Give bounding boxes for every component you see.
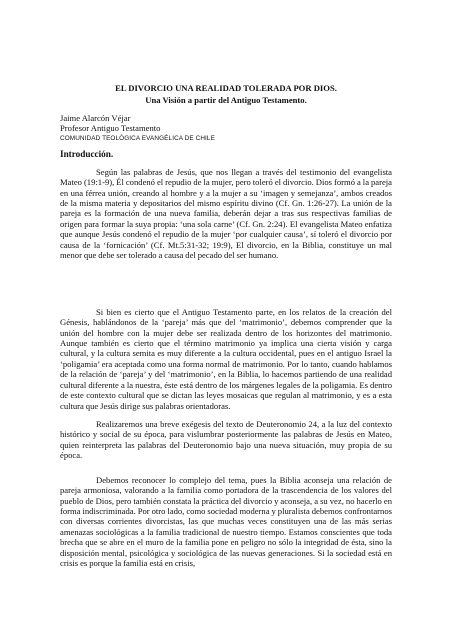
author-organization: COMUNIDAD TEOLÓGICA EVANGÉLICA DE CHILE: [60, 134, 215, 142]
title-line-2: Una Visión a partir del Antiguo Testamento.: [145, 95, 307, 105]
title-line-1: EL DIVORCIO UNA REALIDAD TOLERADA POR DIOS.: [115, 83, 337, 93]
section-heading: Introducción.: [60, 149, 114, 159]
paragraph-3: Realizaremos una breve exégesis del texto de Deuteronomio 24, a la luz del contexto histórico y social de su época, para vislumbrar posteriormente las palabras de Jesús en Mateo, quien reinterpreta las palabras del Deuteronomio bajo una nueva situación, muy propia de su época.: [60, 418, 392, 460]
author-name: Jaime Alarcón Véjar: [60, 113, 131, 123]
paragraph-2: Si bien es cierto que el Antiguo Testamento parte, en los relatos de la creación del Génesis, hablándonos de la ‘pareja’ más que del ‘matrimonio’, debemos comprender que la unión del hombre con la mujer debe ser realizada dentro de los horizontes del matrimonio. Aunque también es cierto que el término matrimonio ya implica una cierta visión y carga cultural, y la cultura semita es muy diferente a la cultura occidental, pues en el antiguo Israel la ‘poligamia’ era aceptada como una forma normal de matrimonio. Por lo tanto, cuando hablamos de la relación de ‘pareja’ y del ‘matrimonio’, en la Biblia, lo hacemos partiendo de una realidad cultural diferente a la nuestra, éste está dentro de los márgenes legales de la poligamia. Es dentro de este contexto cultural que se dictan las leyes mosaicas que regulan al matrimonio, y es a esta cultura que Jesús dirige sus palabras orientadoras.: [60, 306, 392, 411]
author-block: [60, 113, 392, 143]
paragraph-4: Debemos reconocer lo complejo del tema, pues la Biblia aconseja una relación de pareja armoniosa, valorando a la familia como portadora de la trascendencia de los valores del pueblo de Dios, pero también constata la práctica del divorcio y aconseja, a su vez, no hacerlo en forma indiscriminada. Por otro lado, como sociedad moderna y pluralista debemos confrontarnos con diversas corrientes divorcistas, las que muchas veces constituyen una de las más serias amenazas sociológicas a la familia tradicional de nuestro tiempo. Estamos conscientes que toda brecha que se abre en el muro de la familia pone en peligro no sólo la integridad de ésta, sino la disposición mental, psicológica y sociológica de las nuevas generaciones. Si la sociedad está en crisis es porque la familia está en crisis,: [60, 474, 392, 569]
author-role: Profesor Antiguo Testamento: [60, 123, 161, 134]
paragraph-1: Según las palabras de Jesús, que nos llegan a través del testimonio del evangelista Mateo (19:1-9), Él condenó el repudio de la mujer, pero toleró el divorcio. Dios formó a la pareja en una férrea unión, creando al hombre y a la mujer a su ‘imagen y semejanza’, ambos creados de la misma materia y depositarios del mismo espíritu divino (Cf. Gn. 1:26-27). La unión de la pareja es la formación de una nueva familia, deberán dejar a tras sus respectivas familias de origen para formar la suya propia: ‘una sola carne’ (Cf. Gn. 2:24). El evangelista Mateo enfatiza que aunque Jesús condenó el repudio de la mujer ‘por cualquier causa’, sí toleró el divorcio por causa de la ‘fornicación’ (Cf. Mt.5:31-32; 19:9), El divorcio, en la Biblia, constituye un mal menor que debe ser tolerado a causa del pecado del ser humano.: [60, 166, 392, 261]
document-title: [60, 82, 392, 106]
